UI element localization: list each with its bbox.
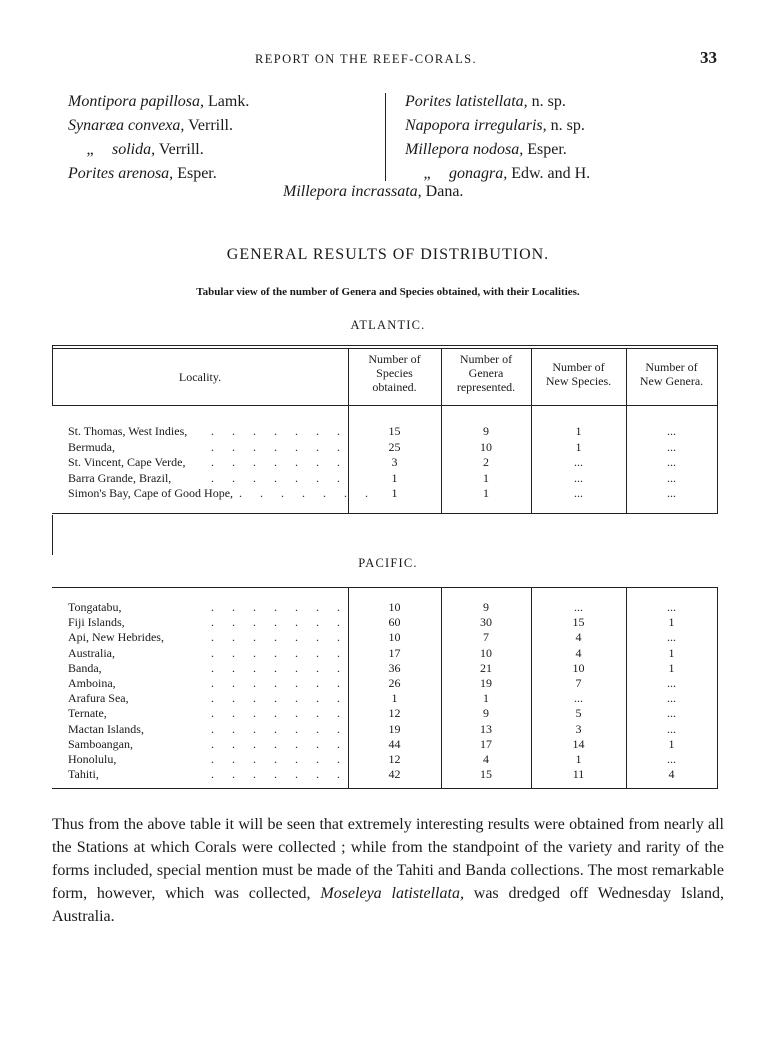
new-species-cell: 4 <box>575 630 582 645</box>
table-row <box>0 646 776 661</box>
header-species: Number of Species obtained. <box>368 352 421 394</box>
species-count-cell: 36 <box>388 660 401 675</box>
leader-dots: . . . . . . . <box>211 615 340 630</box>
new-species-cell: ... <box>574 470 583 485</box>
locality-cell: St. Thomas, West Indies, <box>68 424 188 438</box>
page-header <box>0 48 776 70</box>
table-row <box>0 455 776 470</box>
leader-dots: . . . . . . . <box>211 752 340 766</box>
species-count-cell: 1 <box>391 691 398 706</box>
new-species-cell: 14 <box>572 736 585 751</box>
new-genera-cell: 1 <box>668 660 675 675</box>
leader-dots: . . . . . . . <box>211 706 340 721</box>
leader-dots: . . . . . . . <box>211 424 340 438</box>
locality-cell: Simon's Bay, Cape of Good Hope, <box>68 486 234 500</box>
locality-cell: Banda, <box>68 660 102 675</box>
locality-cell: Fiji Islands, <box>68 615 125 630</box>
new-species-cell: 5 <box>575 706 582 721</box>
genera-count-cell: 7 <box>483 630 489 645</box>
species-count-cell: 15 <box>388 424 401 438</box>
new-species-cell: 15 <box>572 615 585 630</box>
genera-count-cell: 17 <box>480 736 492 751</box>
genera-count-cell: 4 <box>483 752 489 766</box>
table-row <box>0 424 776 439</box>
locality-cell: Arafura Sea, <box>68 691 129 706</box>
new-species-cell: ... <box>574 486 583 500</box>
new-genera-cell: 4 <box>668 767 675 782</box>
header-new-species: Number of New Species. <box>545 360 612 388</box>
species-entry: Porites arenosa, Esper. <box>68 165 217 182</box>
table-top-rule <box>52 345 718 346</box>
locality-cell: Honolulu, <box>68 752 117 766</box>
leader-dots: . . . . . . . <box>211 676 340 690</box>
table-row <box>0 661 776 676</box>
body-paragraph: Thus from the above table it will be seen that extremely interesting results were obtained from nearly all the Stations at which Corals were collected ; while from the standpoint of the variety and rarity of the forms included, special mention must be made of the Tahiti and Banda collections. The most remarkable form, however, which was collected, Moseleya latistellata, was dredged off Wednesday Island, Australia. <box>52 816 724 925</box>
new-genera-cell: ... <box>667 706 676 721</box>
locality-cell: Amboina, <box>68 676 116 690</box>
table-row <box>0 737 776 752</box>
leader-dots: . . . . . . . <box>211 600 340 614</box>
species-count-cell: 44 <box>388 736 401 751</box>
table-bottom-rule <box>52 788 718 789</box>
new-genera-cell: 1 <box>668 645 675 660</box>
species-count-cell: 10 <box>388 630 401 645</box>
new-genera-cell: ... <box>667 691 676 706</box>
genera-count-cell: 15 <box>480 767 492 782</box>
new-species-cell: ... <box>574 691 583 706</box>
species-count-cell: 25 <box>388 439 401 454</box>
species-entry: Napopora irregularis, n. sp. <box>405 117 585 134</box>
species-count-cell: 1 <box>391 470 398 485</box>
new-species-cell: 10 <box>572 660 585 675</box>
locality-cell: Barra Grande, Brazil, <box>68 470 172 485</box>
genera-count-cell: 21 <box>480 660 492 675</box>
species-list-right <box>405 90 590 186</box>
table-row <box>0 767 776 782</box>
leader-dots: . . . . . . . <box>211 736 340 751</box>
species-count-cell: 42 <box>388 767 401 782</box>
locality-cell: Samboangan, <box>68 736 133 751</box>
locality-cell: Australia, <box>68 645 115 660</box>
genera-count-cell: 19 <box>480 676 492 690</box>
new-genera-cell: ... <box>667 486 676 500</box>
species-entry: Montipora papillosa, Lamk. <box>68 93 250 110</box>
species-entry: „ solida, Verrill. <box>68 138 249 162</box>
new-genera-cell: ... <box>667 455 676 469</box>
pacific-top-rule <box>52 587 718 588</box>
species-entry: „ gonagra, Edw. and H. <box>405 162 590 186</box>
locality-cell: Mactan Islands, <box>68 721 144 736</box>
new-genera-cell: ... <box>667 721 676 736</box>
genera-count-cell: 9 <box>483 424 489 438</box>
new-species-cell: ... <box>574 455 583 469</box>
new-species-cell: 1 <box>575 439 582 454</box>
new-genera-cell: 1 <box>668 736 675 751</box>
table-row <box>0 676 776 691</box>
page-number: 33 <box>700 48 717 67</box>
new-species-cell: 3 <box>575 721 582 736</box>
table-row <box>0 630 776 645</box>
atlantic-label: ATLANTIC. <box>350 318 426 332</box>
genera-count-cell: 9 <box>483 706 489 721</box>
locality-cell: St. Vincent, Cape Verde, <box>68 455 186 469</box>
table-row <box>0 600 776 615</box>
header-new-genera: Number of New Genera. <box>639 360 704 388</box>
species-entry: Synaræa convexa, Verrill. <box>68 117 233 134</box>
table-row <box>0 706 776 721</box>
ditto-mark: „ <box>423 165 431 182</box>
new-species-cell: 1 <box>575 424 582 438</box>
leader-dots: . . . . . . . <box>211 691 340 706</box>
new-species-cell: 1 <box>575 752 582 766</box>
new-genera-cell: 1 <box>668 615 675 630</box>
species-count-cell: 12 <box>388 752 401 766</box>
genera-count-cell: 10 <box>480 439 492 454</box>
new-species-cell: 11 <box>572 767 585 782</box>
species-count-cell: 10 <box>388 600 401 614</box>
leader-dots: . . . . . . . <box>211 630 340 645</box>
locality-cell: Ternate, <box>68 706 107 721</box>
table-row <box>0 471 776 486</box>
table-row <box>0 486 776 501</box>
new-genera-cell: ... <box>667 470 676 485</box>
table-row <box>0 722 776 737</box>
locality-cell: Bermuda, <box>68 439 115 454</box>
leader-dots: . . . . . . . <box>211 660 340 675</box>
new-genera-cell: ... <box>667 424 676 438</box>
genera-count-cell: 30 <box>480 615 492 630</box>
leader-dots: . . . . . . . <box>211 767 340 782</box>
genera-count-cell: 1 <box>483 470 489 485</box>
species-count-cell: 3 <box>391 455 398 469</box>
header-genera: Number of Genera represented. <box>456 352 516 394</box>
table-row <box>0 615 776 630</box>
leader-dots: . . . . . . . <box>239 486 368 500</box>
species-count-cell: 60 <box>388 615 401 630</box>
locality-cell: Api, New Hebrides, <box>68 630 164 645</box>
leader-dots: . . . . . . . <box>211 721 340 736</box>
species-count-cell: 17 <box>388 645 401 660</box>
species-count-cell: 26 <box>388 676 401 690</box>
new-genera-cell: ... <box>667 630 676 645</box>
new-species-cell: ... <box>574 600 583 614</box>
species-entry: Porites latistellata, n. sp. <box>405 93 566 110</box>
new-genera-cell: ... <box>667 752 676 766</box>
table-caption: Tabular view of the number of Genera and Species obtained, with their Localities. <box>196 286 580 298</box>
species-count-cell: 19 <box>388 721 401 736</box>
genera-count-cell: 1 <box>483 691 489 706</box>
species-count-cell: 12 <box>388 706 401 721</box>
table-left-border <box>52 515 53 555</box>
atlantic-bottom-rule <box>52 513 718 514</box>
section-title: GENERAL RESULTS OF DISTRIBUTION. <box>226 246 550 263</box>
leader-dots: . . . . . . . <box>211 455 340 469</box>
new-species-cell: 7 <box>575 676 582 690</box>
genera-count-cell: 9 <box>483 600 489 614</box>
header-locality: Locality. <box>178 370 222 384</box>
genera-count-cell: 13 <box>480 721 492 736</box>
species-entry-center: Millepora incrassata, Dana. <box>283 183 464 200</box>
column-divider <box>385 93 386 181</box>
new-genera-cell: ... <box>667 676 676 690</box>
genera-count-cell: 2 <box>483 455 489 469</box>
header-rule <box>52 405 718 406</box>
species-name: Moseleya latistellata, <box>320 885 464 902</box>
species-count-cell: 1 <box>391 486 398 500</box>
species-entry: Millepora nodosa, Esper. <box>405 141 567 158</box>
table-row <box>0 752 776 767</box>
pacific-label: PACIFIC. <box>358 556 418 570</box>
ditto-mark: „ <box>86 141 94 158</box>
locality-cell: Tongatabu, <box>68 600 122 614</box>
leader-dots: . . . . . . . <box>211 470 340 485</box>
table-row <box>0 440 776 455</box>
table-top-rule-inner <box>52 348 718 349</box>
species-list-left <box>68 90 249 186</box>
running-title: REPORT ON THE REEF-CORALS. <box>255 52 478 66</box>
new-species-cell: 4 <box>575 645 582 660</box>
genera-count-cell: 10 <box>480 645 492 660</box>
locality-cell: Tahiti, <box>68 767 99 782</box>
table-row <box>0 691 776 706</box>
new-genera-cell: ... <box>667 439 676 454</box>
genera-count-cell: 1 <box>483 486 489 500</box>
leader-dots: . . . . . . . <box>211 439 340 454</box>
leader-dots: . . . . . . . <box>211 645 340 660</box>
new-genera-cell: ... <box>667 600 676 614</box>
